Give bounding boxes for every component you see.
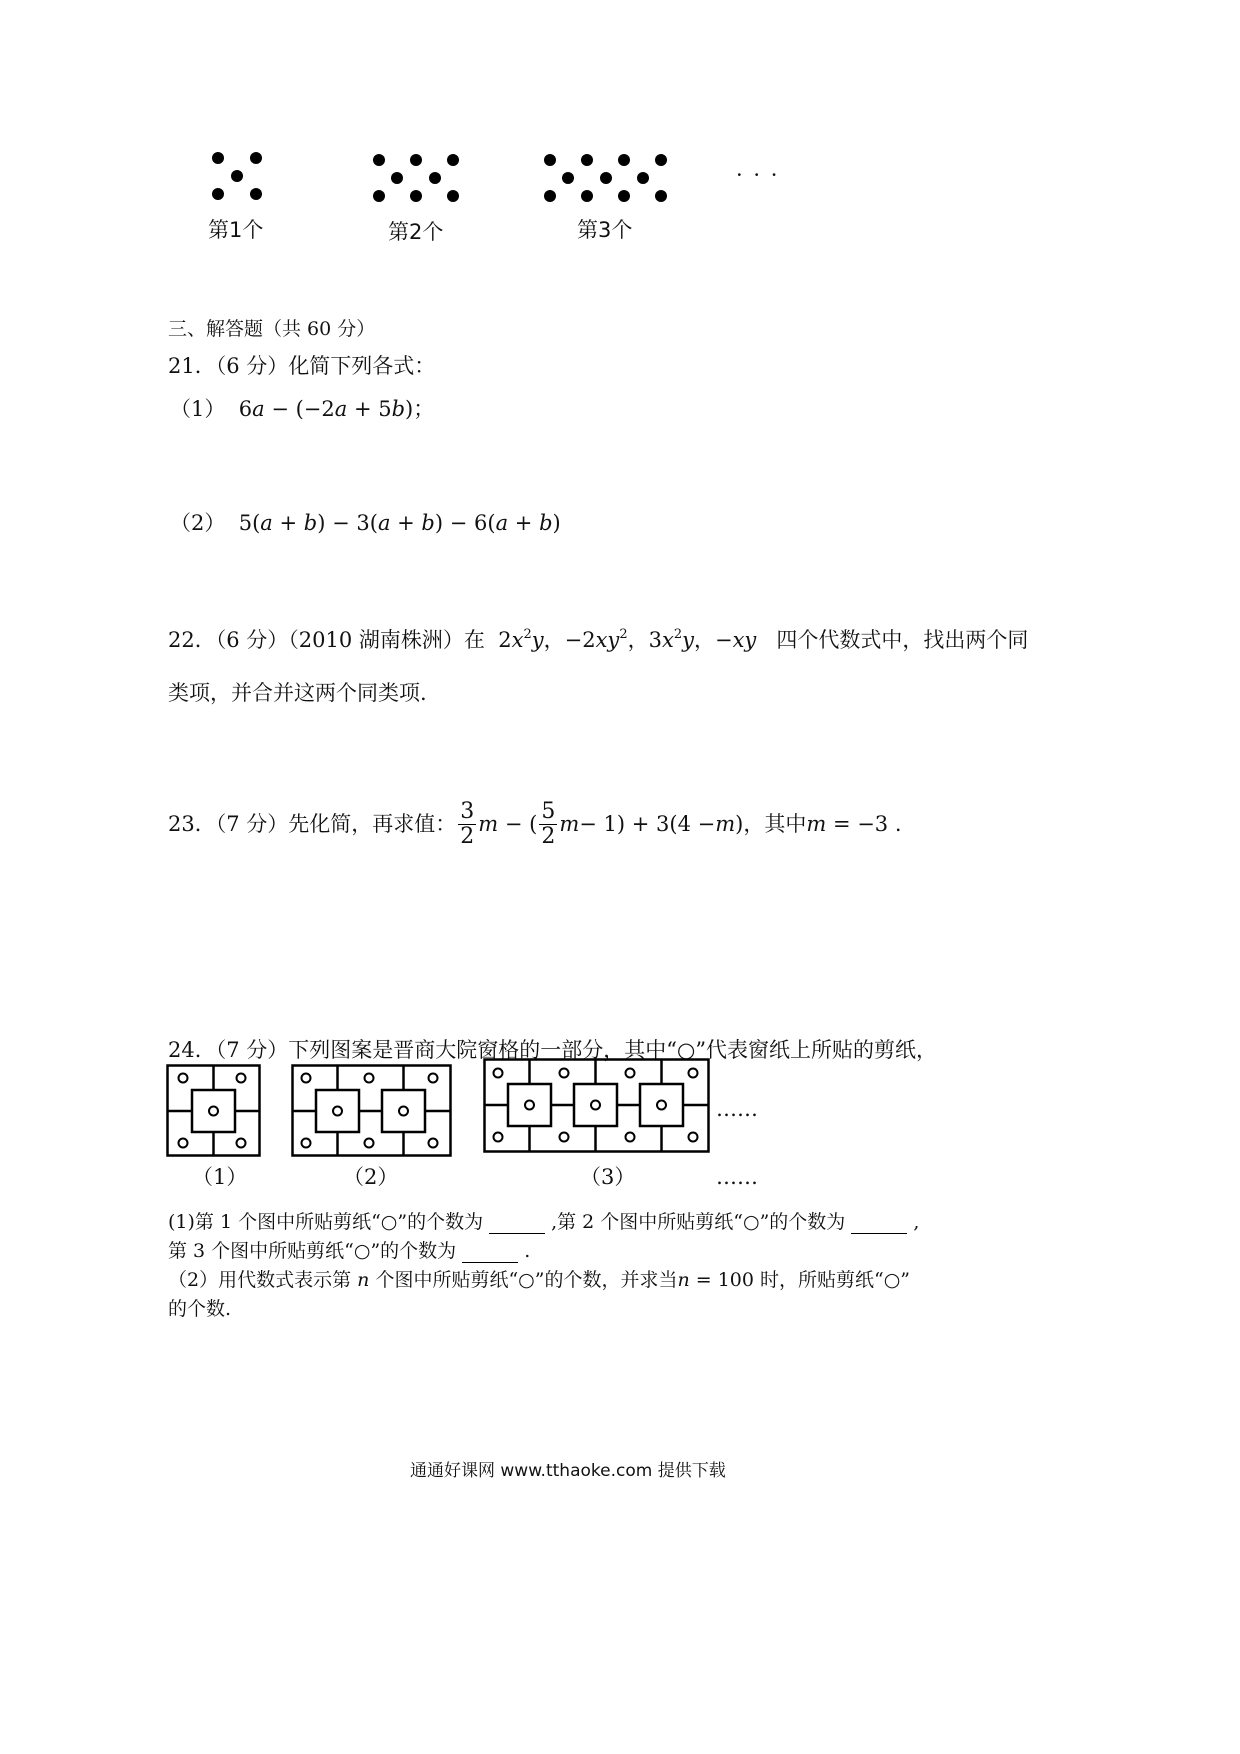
part-2-label: （2） — [170, 511, 226, 535]
question-23 — [168, 800, 902, 849]
lattice-ellipsis-right: …… — [716, 1097, 758, 1121]
lattice-label-2: （2） — [343, 1165, 399, 1189]
dot-pattern-ellipsis: · · · — [736, 163, 780, 187]
question-24-stem: 24．（7 分）下列图案是晋商大院窗格的一部分，其中“○”代表窗纸上所贴的剪纸， — [168, 1038, 938, 1062]
page-footer: 通通好课网 www.tthaoke.com 提供下载 — [410, 1461, 726, 1481]
question-23-prefix: 23．（7 分）先化简，再求值： — [168, 812, 457, 837]
question-21-stem: 21．（6 分）化简下列各式： — [168, 354, 436, 378]
question-24-part-2-line-1 — [168, 1269, 910, 1292]
lattice-label-3: （3） — [580, 1165, 636, 1189]
answer-blank-3[interactable] — [462, 1244, 518, 1263]
q24-part2-a: （2）用代数式表示第 — [168, 1269, 352, 1291]
q24-part1-a: (1)第 1 个图中所贴剪纸“○”的个数为 — [168, 1211, 484, 1233]
dot-figure-label-1: 第1个 — [208, 218, 264, 242]
lattice-label-1: （1） — [192, 1165, 248, 1189]
q24-part1-c: , — [913, 1211, 920, 1233]
question-22-line-2: 类项，并合并这两个同类项. — [168, 681, 427, 705]
expression-22-terms: $2x^2y$，$-2xy^2$，$3x^2y$，−xy — [491, 627, 757, 652]
question-22-suffix: 四个代数式中，找出两个同 — [776, 628, 1029, 652]
question-21-part-2 — [170, 511, 561, 536]
question-24-part-1-line-2 — [168, 1240, 530, 1263]
q24-part2-c: 时，所贴剪纸“○” — [760, 1269, 911, 1291]
question-22-prefix: 22．（6 分）（2010 湖南株洲）在 — [168, 628, 485, 652]
part-1-label: （1） — [170, 397, 226, 421]
question-24-part-1-line-1 — [168, 1211, 919, 1234]
question-23-where: ，其中 — [743, 812, 807, 837]
answer-blank-2[interactable] — [851, 1215, 907, 1234]
expression-21-2: 5(a + b) − 3(a + b) − 6(a + b) — [232, 511, 561, 535]
answer-blank-1[interactable] — [489, 1215, 545, 1234]
expression-n-100: n = 100 — [677, 1269, 761, 1291]
question-24-part-2-line-2: 的个数. — [168, 1298, 232, 1320]
lattice-label-ellipsis: …… — [716, 1165, 758, 1189]
q24-part1-line2-a: 第 3 个图中所贴剪纸“○”的个数为 — [168, 1240, 457, 1262]
lattice-figure-2 — [291, 1064, 453, 1158]
section-three-title: 三、解答题（共 60 分） — [168, 318, 376, 340]
expression-23: $\frac{3}{2}$ m − ( $\frac{5}{2}$ m − 1) + 3(4 − m ) — [460, 799, 744, 850]
q24-part1-b: ,第 2 个图中所贴剪纸“○”的个数为 — [551, 1211, 846, 1233]
variable-n: n — [357, 1269, 370, 1291]
q24-part1-line2-b: . — [524, 1240, 531, 1262]
expression-21-1: 6a − (−2a + 5b)； — [232, 397, 435, 421]
question-22-line-1 — [168, 628, 1028, 653]
question-21-part-1 — [170, 397, 434, 422]
expression-23-condition: m = −3 . — [806, 812, 902, 837]
q24-part2-b: 个图中所贴剪纸“○”的个数，并求当 — [375, 1269, 678, 1291]
lattice-figure-3 — [483, 1058, 711, 1154]
dot-figure-label-2: 第2个 — [388, 220, 444, 244]
lattice-figure-1 — [166, 1064, 262, 1158]
dot-figure-label-3: 第3个 — [577, 218, 633, 242]
